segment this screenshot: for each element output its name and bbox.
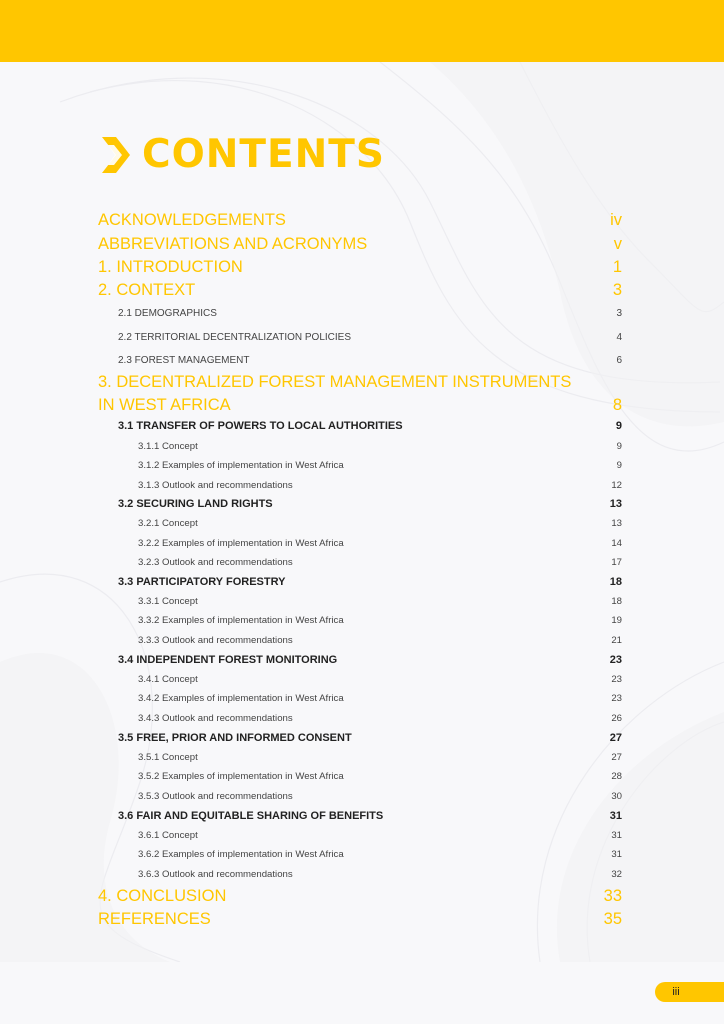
toc-entry[interactable] bbox=[98, 885, 622, 907]
toc-entry[interactable] bbox=[98, 634, 622, 648]
toc-entry[interactable] bbox=[98, 751, 622, 765]
page-number-badge bbox=[655, 982, 724, 1002]
toc-entry-label: 3.6.1 Concept bbox=[138, 830, 198, 841]
toc-entry-label: 3.1 TRANSFER OF POWERS TO LOCAL AUTHORITIES bbox=[118, 420, 403, 432]
toc-entry-label: 3.6.2 Examples of implementation in West Africa bbox=[138, 849, 344, 860]
toc-entry-label: 3.4.3 Outlook and recommendations bbox=[138, 713, 293, 724]
toc-entry-page: 13 bbox=[611, 518, 622, 529]
toc-entry-page: 18 bbox=[611, 596, 622, 607]
toc-entry-label: 2.2 TERRITORIAL DECENTRALIZATION POLICIES bbox=[118, 332, 352, 343]
toc-entry[interactable] bbox=[98, 306, 622, 322]
toc-entry[interactable] bbox=[98, 537, 622, 551]
toc-entry[interactable] bbox=[98, 770, 622, 784]
toc-entry[interactable] bbox=[98, 730, 622, 746]
toc-entry[interactable] bbox=[98, 556, 622, 570]
toc-entry[interactable] bbox=[98, 712, 622, 726]
toc-entry-page: 3 bbox=[616, 308, 622, 319]
toc-entry-page: 9 bbox=[615, 420, 622, 432]
toc-entry[interactable] bbox=[98, 848, 622, 862]
toc-entry-label: ACKNOWLEDGEMENTS bbox=[98, 211, 286, 229]
toc-entry-label: 3.5.1 Concept bbox=[138, 752, 198, 763]
toc-entry[interactable] bbox=[98, 574, 622, 590]
page-title: CONTENTS bbox=[142, 132, 385, 177]
chevron-right-icon bbox=[100, 135, 132, 175]
toc-entry-label-line1: 3. DECENTRALIZED FOREST MANAGEMENT INSTRUMENTS bbox=[98, 373, 572, 391]
toc-entry-page: iv bbox=[610, 211, 622, 229]
toc-entry[interactable] bbox=[98, 790, 622, 804]
toc-entry-label-line2: IN WEST AFRICA bbox=[98, 396, 231, 414]
toc-entry-page: 17 bbox=[611, 557, 622, 568]
toc-entry[interactable] bbox=[98, 256, 622, 278]
toc-entry-label: 3.5.3 Outlook and recommendations bbox=[138, 791, 293, 802]
toc-entry-page: v bbox=[613, 235, 622, 253]
toc-entry-label: 2.1 DEMOGRAPHICS bbox=[118, 308, 217, 319]
toc-entry[interactable] bbox=[98, 614, 622, 628]
toc-entry-label: 3.1.1 Concept bbox=[138, 441, 198, 452]
background-wave-pattern bbox=[0, 62, 724, 962]
toc-entry-page: 23 bbox=[611, 674, 622, 685]
toc-entry-page: 26 bbox=[611, 713, 622, 724]
toc-entry-label: 3.3 PARTICIPATORY FORESTRY bbox=[118, 576, 286, 588]
toc-entry-page: 28 bbox=[611, 771, 622, 782]
toc-entry-page: 9 bbox=[616, 441, 622, 452]
toc-entry[interactable] bbox=[98, 908, 622, 930]
toc-entry[interactable] bbox=[98, 330, 622, 346]
toc-entry-page: 31 bbox=[611, 849, 622, 860]
toc-entry-label: 4. CONCLUSION bbox=[98, 887, 227, 905]
toc-entry-label: 3.4.1 Concept bbox=[138, 674, 198, 685]
toc-entry-page: 23 bbox=[609, 654, 622, 666]
toc-entry-label: 3.4 INDEPENDENT FOREST MONITORING bbox=[118, 654, 338, 666]
toc-entry[interactable] bbox=[98, 353, 622, 369]
toc-entry[interactable] bbox=[98, 496, 622, 512]
toc-entry-label: 3.6 FAIR AND EQUITABLE SHARING OF BENEFITS bbox=[118, 810, 384, 822]
toc-entry[interactable] bbox=[98, 418, 622, 434]
toc-entry-label: 3.1.2 Examples of implementation in West Africa bbox=[138, 460, 344, 471]
toc-entry-page: 14 bbox=[611, 538, 622, 549]
toc-entry[interactable] bbox=[98, 233, 622, 255]
contents-title bbox=[100, 130, 385, 180]
toc-entry[interactable] bbox=[98, 479, 622, 493]
toc-entry[interactable] bbox=[98, 868, 622, 882]
toc-entry[interactable] bbox=[98, 279, 622, 301]
toc-entry-page: 19 bbox=[611, 615, 622, 626]
toc-entry-page: 13 bbox=[609, 498, 622, 510]
toc-entry[interactable] bbox=[98, 829, 622, 843]
toc-entry-page: 4 bbox=[616, 332, 622, 343]
toc-entry-page: 27 bbox=[611, 752, 622, 763]
toc-entry-page: 27 bbox=[609, 732, 622, 744]
toc-entry[interactable] bbox=[98, 652, 622, 668]
toc-entry-label: 3.4.2 Examples of implementation in West Africa bbox=[138, 693, 344, 704]
toc-entry[interactable] bbox=[98, 459, 622, 473]
toc-entry[interactable] bbox=[98, 440, 622, 454]
toc-entry-label: 3.6.3 Outlook and recommendations bbox=[138, 869, 293, 880]
toc-entry-label: 3.2 SECURING LAND RIGHTS bbox=[118, 498, 273, 510]
toc-entry-page: 21 bbox=[611, 635, 622, 646]
toc-entry-label: 3.3.3 Outlook and recommendations bbox=[138, 635, 293, 646]
toc-entry-label: 3.3.2 Examples of implementation in West Africa bbox=[138, 615, 344, 626]
toc-entry-label: 3.5.2 Examples of implementation in West Africa bbox=[138, 771, 344, 782]
toc-entry-label: REFERENCES bbox=[98, 910, 211, 928]
page-number: iii bbox=[672, 986, 680, 998]
toc-entry-label: 3.2.3 Outlook and recommendations bbox=[138, 557, 293, 568]
toc-entry-label: ABBREVIATIONS AND ACRONYMS bbox=[98, 235, 368, 253]
toc-entry-label: 3.3.1 Concept bbox=[138, 596, 198, 607]
toc-entry-page: 30 bbox=[611, 791, 622, 802]
toc-entry[interactable] bbox=[98, 673, 622, 687]
toc-entry-page: 12 bbox=[611, 480, 622, 491]
toc-entry[interactable] bbox=[98, 371, 622, 417]
toc-entry[interactable] bbox=[98, 692, 622, 706]
toc-entry-label: 1. INTRODUCTION bbox=[98, 258, 243, 276]
toc-entry-label: 3.2.2 Examples of implementation in West Africa bbox=[138, 538, 344, 549]
toc-entry-label: 3.1.3 Outlook and recommendations bbox=[138, 480, 293, 491]
toc-entry-label: 3.5 FREE, PRIOR AND INFORMED CONSENT bbox=[118, 732, 352, 744]
toc-entry-page: 3 bbox=[612, 281, 622, 299]
toc-entry[interactable] bbox=[98, 517, 622, 531]
toc-entry-page: 31 bbox=[611, 830, 622, 841]
toc-entry[interactable] bbox=[98, 808, 622, 824]
toc-entry-label: 2. CONTEXT bbox=[98, 281, 196, 299]
toc-entry-label bbox=[98, 371, 571, 417]
toc-entry-page: 6 bbox=[616, 355, 622, 366]
toc-entry[interactable] bbox=[98, 595, 622, 609]
toc-entry-page: 9 bbox=[616, 460, 622, 471]
header-bar bbox=[0, 0, 724, 62]
toc-entry-page: 31 bbox=[609, 810, 622, 822]
toc-entry-page: 23 bbox=[611, 693, 622, 704]
toc-entry[interactable] bbox=[98, 209, 622, 231]
toc-entry-page: 8 bbox=[612, 396, 622, 414]
toc-entry-label: 3.2.1 Concept bbox=[138, 518, 198, 529]
toc-entry-page: 35 bbox=[603, 910, 622, 928]
toc-entry-label: 2.3 FOREST MANAGEMENT bbox=[118, 355, 250, 366]
toc-entry-page: 1 bbox=[612, 258, 622, 276]
toc-entry-page: 32 bbox=[611, 869, 622, 880]
toc-entry-page: 18 bbox=[609, 576, 622, 588]
toc-entry-page: 33 bbox=[603, 887, 622, 905]
